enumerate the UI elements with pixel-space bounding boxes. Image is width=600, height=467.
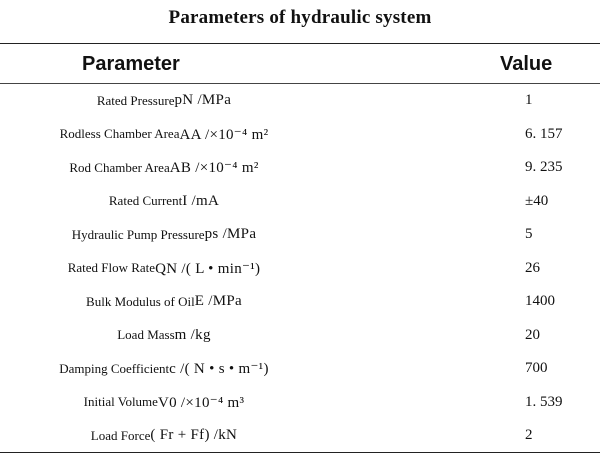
parameter-cell (0, 185, 328, 219)
table-top-rule (0, 43, 600, 44)
value-cell: 20 (525, 326, 540, 343)
parameter-unit: m /kg (174, 326, 211, 343)
table-row (0, 252, 600, 286)
parameter-cell (0, 118, 328, 152)
value-cell: 6. 157 (525, 125, 563, 142)
value-cell: 1. 539 (525, 393, 563, 410)
parameter-unit: I /mA (182, 192, 220, 209)
table-caption: Parameters of hydraulic system (168, 7, 432, 28)
table-row (0, 185, 600, 219)
parameter-name: Hydraulic Pump Pressure (71, 226, 205, 242)
value-cell: 1400 (525, 293, 555, 310)
table-row (0, 419, 600, 453)
parameter-cell (0, 386, 328, 420)
parameter-name: Damping Coefficient (59, 360, 170, 376)
parameter-name: Bulk Modulus of Oil (86, 293, 195, 309)
table-row (0, 319, 600, 353)
parameter-unit: pN /MPa (174, 92, 232, 109)
value-cell: ±40 (525, 192, 549, 209)
parameter-name: Rated Flow Rate (67, 260, 156, 276)
parameter-name: Rodless Chamber Area (59, 126, 180, 142)
parameter-cell (0, 285, 328, 319)
parameter-unit: ps /MPa (204, 226, 257, 243)
value-cell: 700 (525, 360, 548, 377)
value-cell: 5 (525, 226, 533, 243)
parameter-unit: ( Fr + Ff) /kN (150, 427, 238, 444)
header-parameter: Parameter (82, 53, 180, 75)
parameter-name: Rated Current (108, 193, 183, 209)
table-row (0, 386, 600, 420)
table-row (0, 84, 600, 118)
parameter-unit: AA /×10⁻⁴ m² (179, 126, 269, 143)
value-cell: 9. 235 (525, 159, 563, 176)
parameter-unit: c /( N • s • m⁻¹) (169, 361, 269, 378)
value-cell: 26 (525, 259, 540, 276)
parameter-cell (0, 252, 328, 286)
value-cell: 2 (525, 427, 533, 444)
table-row (0, 118, 600, 152)
parameter-name: Rated Pressure (96, 92, 175, 108)
parameter-cell (0, 352, 328, 386)
header-value: Value (500, 53, 553, 75)
table-body (0, 84, 600, 453)
parameter-name: Initial Volume (83, 394, 158, 410)
table-row (0, 218, 600, 252)
parameter-name: Load Force (90, 427, 151, 443)
parameter-cell (0, 419, 328, 453)
parameter-name: Rod Chamber Area (69, 159, 170, 175)
parameter-cell (0, 218, 328, 252)
value-cell: 1 (525, 92, 533, 109)
parameter-cell (0, 84, 328, 118)
parameter-cell (0, 151, 328, 185)
parameter-unit: E /MPa (194, 293, 242, 310)
table-bottom-rule (0, 452, 600, 453)
table-row (0, 285, 600, 319)
parameter-unit: QN /( L • min⁻¹) (155, 260, 261, 277)
parameter-cell (0, 319, 328, 353)
table-row (0, 352, 600, 386)
table-row (0, 151, 600, 185)
parameter-unit: V0 /×10⁻⁴ m³ (157, 394, 245, 411)
parameter-name: Load Mass (117, 327, 175, 343)
parameter-unit: AB /×10⁻⁴ m² (169, 160, 259, 177)
